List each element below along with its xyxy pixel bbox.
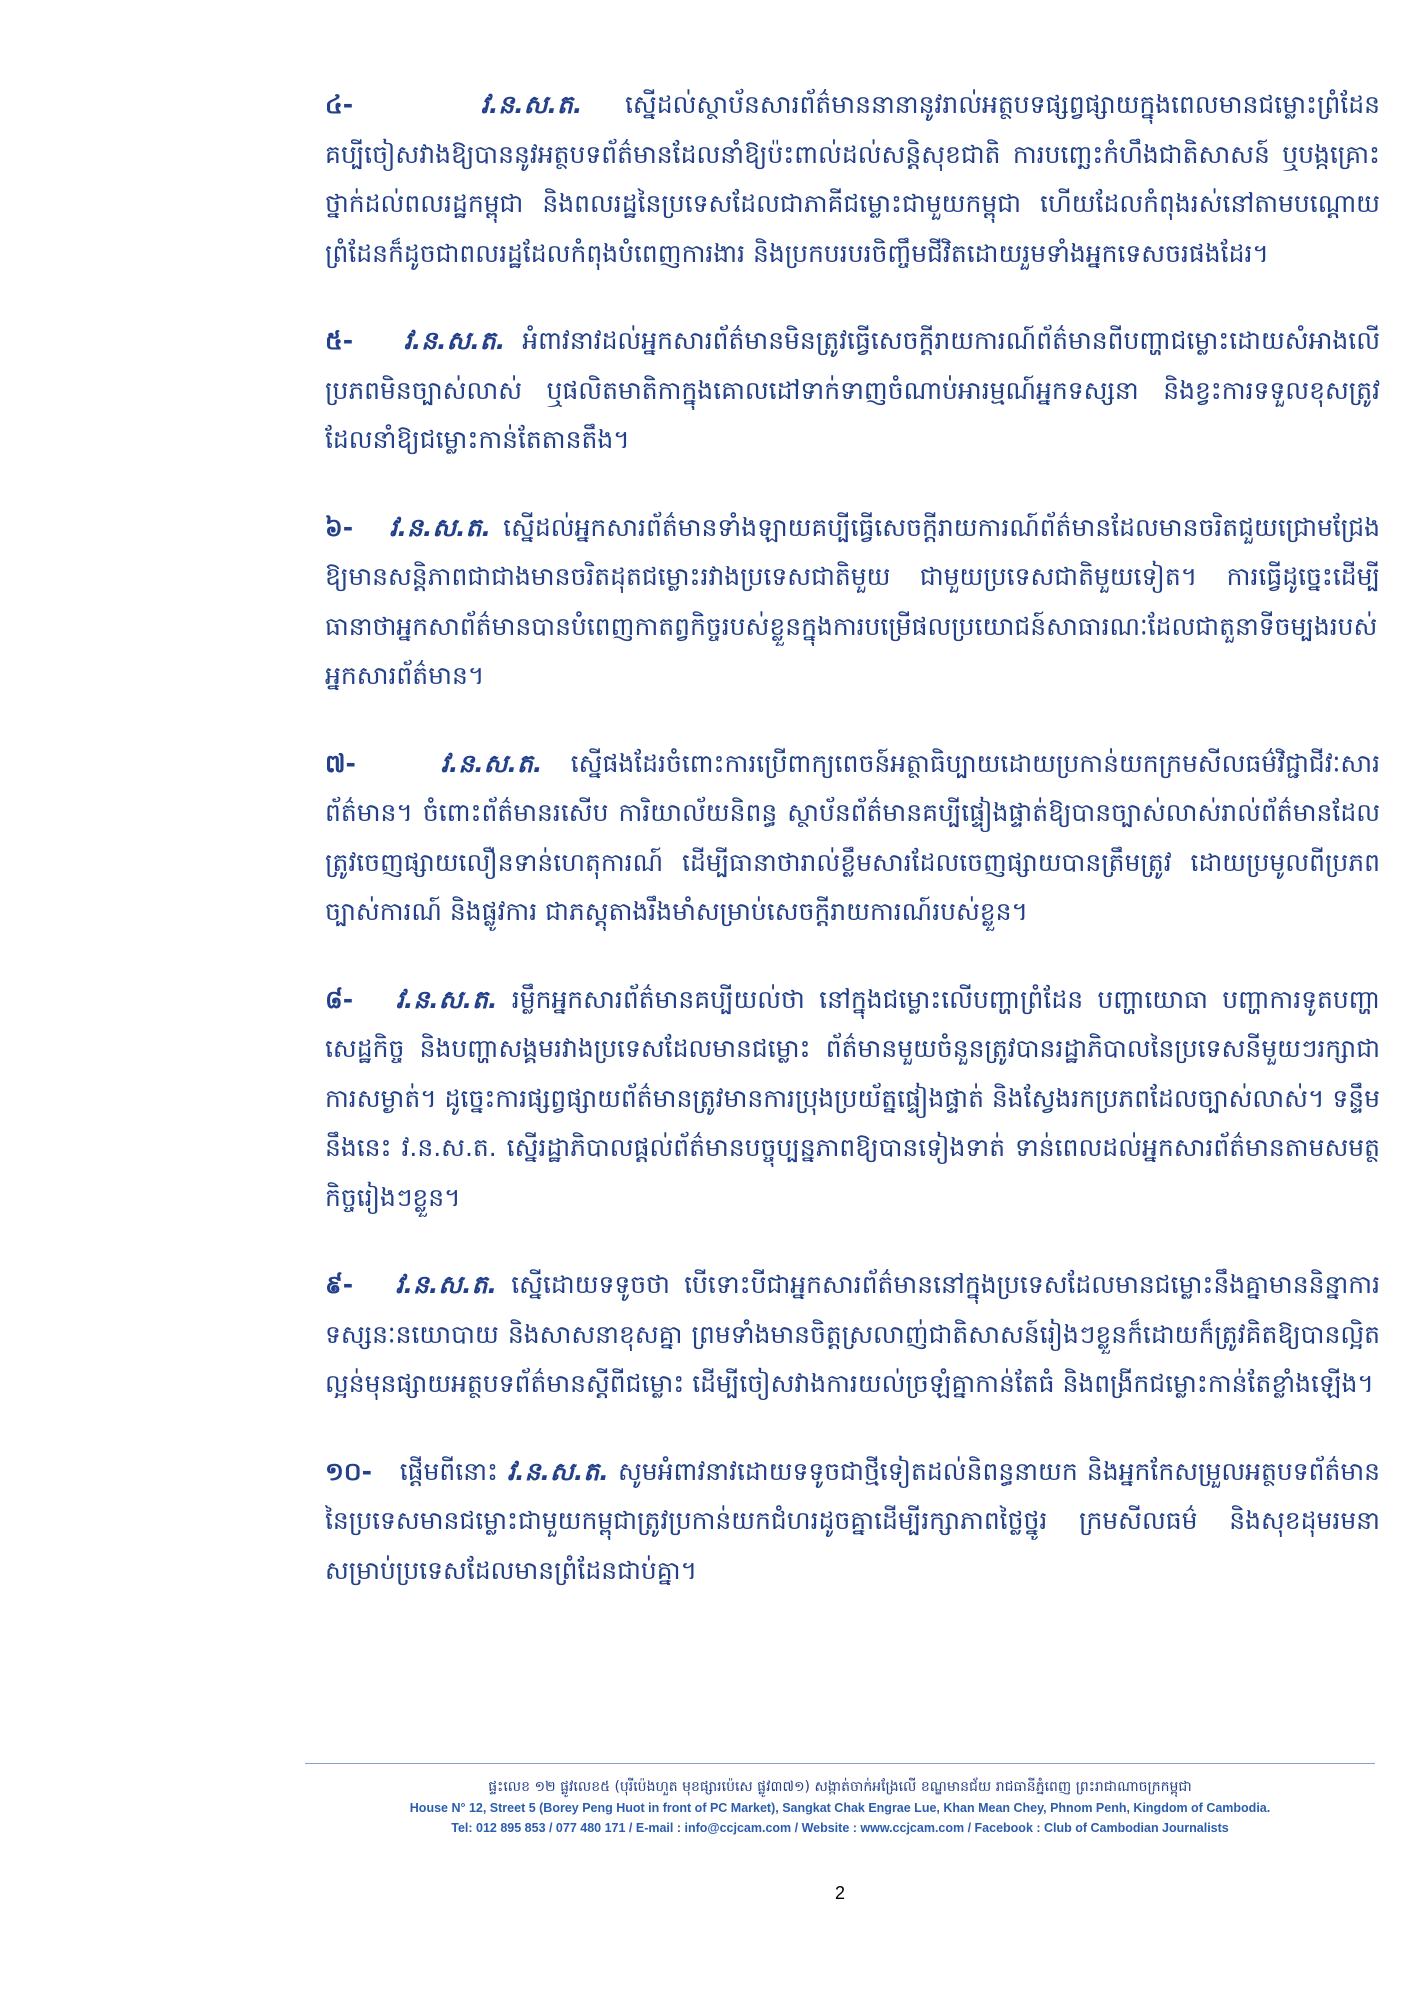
paragraph-text: ស្នើដល់អ្នកសារព័ត៌មានទាំងឡាយគប្បីធ្វើសេចក្ដីរាយការណ៍ព័ត៌មានដែលមានចរិតជួយជ្រោមជ្រែងឱ្យមានសន្តិភាពជាជាងមានចរិតដុតជម្លោះរវាងប្រទេសជាតិមួយ ជាមួយប្រទេសជាតិមួយទៀត។ ការធ្វើដូច្នេះដើម្បីធានាថាអ្នកសាព័ត៌មានបានបំពេញកាតព្វកិច្ចរបស់ខ្លួនក្នុងការបម្រើផលប្រយោជន៍សាធារណៈដែលជាតួនាទីចម្បងរបស់អ្នកសារព័ត៌មាន។ xyxy=(325,512,1380,690)
paragraph-5 xyxy=(325,316,1380,465)
paragraph-lead: ផ្ដើមពីនោះ xyxy=(399,1456,498,1486)
organization-abbrev: វ.ន.ស.ត. xyxy=(395,984,498,1014)
paragraph-number: ៧- xyxy=(325,748,356,778)
paragraph-6 xyxy=(325,503,1380,701)
page-number: 2 xyxy=(834,1883,845,1903)
paragraph-number: ៨- xyxy=(325,984,354,1014)
paragraph-number: ៩- xyxy=(325,1270,354,1299)
paragraph-text: ស្នើដោយទទូចថា បើទោះបីជាអ្នកសារព័ត៌មាននៅក្នុងប្រទេសដែលមានជម្លោះនឹងគ្នាមាននិន្នាការ ទស្សនៈនយោបាយ និងសាសនាខុសគ្នា ព្រមទាំងមានចិត្តស្រលាញ់ជាតិសាសន៍រៀងៗខ្លួនក៏ដោយក៏ត្រូវគិតឱ្យបានល្អិតល្អន់មុនផ្សាយអត្ថបទព័ត៌មានស្ដីពីជម្លោះ ដើម្បីចៀសវាងការយល់ច្រឡំគ្នាកាន់តែធំ និងពង្រីកជម្លោះកាន់តែខ្លាំងឡើង។ xyxy=(325,1270,1380,1398)
organization-abbrev: វ.ន.ស.ត. xyxy=(440,748,543,778)
footer-divider xyxy=(305,1763,1375,1764)
organization-abbrev: វ.ន.ស.ត. xyxy=(507,1456,609,1486)
organization-abbrev: វ.ន.ស.ត. xyxy=(403,326,506,355)
paragraph-text: ស្នើដល់ស្ថាប័នសារព័ត៌មាននានានូវរាល់អត្ថបទផ្សព្វផ្សាយក្នុងពេលមានជម្លោះព្រំដែន គប្បីចៀសវាងឱ្យបាននូវអត្ថបទព័ត៌មានដែលនាំឱ្យប៉ះពាល់ដល់សន្តិសុខជាតិ ការបញ្ឆេះកំហឹងជាតិសាសន៍ ឬបង្កគ្រោះថ្នាក់ដល់ពលរដ្ឋកម្ពុជា និងពលរដ្ឋនៃប្រទេសដែលជាភាគីជម្លោះជាមួយកម្ពុជា ហើយដែលកំពុងរស់នៅតាមបណ្ដោយព្រំដែនក៏ដូចជាពលរដ្ឋដែលកំពុងបំពេញការងារ និងប្រកបរបរចិញ្ចឹមជីវិតដោយរួមទាំងអ្នកទេសចរផងដែរ។ xyxy=(325,90,1380,268)
footer-address-english: House N° 12, Street 5 (Borey Peng Huot in front of PC Market), Sangkat Chak Engrae Lue, Khan Mean Chey, Phnom Penh, Kingdom of Cambodia. xyxy=(409,1801,1271,1815)
footer-contact: Tel: 012 895 853 / 077 480 171 / E-mail : info@ccjcam.com / Website : www.ccjcam.com / Facebook : Club of Cambodian Journalists xyxy=(451,1821,1229,1835)
paragraph-text: ស្នើផងដែរចំពោះការប្រើពាក្យពេចន៍អត្ថាធិប្បាយដោយប្រកាន់យកក្រមសីលធម៌វិជ្ជាជីវៈសារព័ត៌មាន។ ចំពោះព័ត៌មានរសើប ការិយាល័យនិពន្ធ ស្ថាប័នព័ត៌មានគប្បីផ្ទៀងផ្ទាត់ឱ្យបានច្បាស់លាស់រាល់ព័ត៌មានដែលត្រូវចេញផ្សាយលឿនទាន់ហេតុការណ៍ ដើម្បីធានាថារាល់ខ្លឹមសារដែលចេញផ្សាយបានត្រឹមត្រូវ ដោយប្រមូលពីប្រភពច្បាស់ការណ៍ និងផ្លូវការ ជាភស្តុតាងរឹងមាំសម្រាប់សេចក្ដីរាយការណ៍របស់ខ្លួន។ xyxy=(325,748,1380,926)
paragraph-text: សូមអំពាវនាវដោយទទូចជាថ្មីទៀតដល់និពន្ធនាយក និងអ្នកកែសម្រួលអត្ថបទព័ត៌មាននៃប្រទេសមានជម្លោះជាមួយកម្ពុជាត្រូវប្រកាន់យកជំហរដូចគ្នាដើម្បីរក្សាភាពថ្លៃថ្នូរ ក្រមសីលធម៌ និងសុខដុមរមនាសម្រាប់ប្រទេសដែលមានព្រំដែនជាប់គ្នា។ xyxy=(325,1456,1381,1585)
paragraph-8 xyxy=(325,975,1380,1223)
paragraph-number: ៦- xyxy=(325,512,354,542)
organization-abbrev: វ.ន.ស.ត. xyxy=(395,1270,498,1299)
paragraph-number: ៤- xyxy=(325,90,354,119)
paragraph-text: អំពាវនាវដល់អ្នកសារព័ត៌មានមិនត្រូវធ្វើសេចក្ដីរាយការណ៍ព័ត៌មានពីបញ្ហាជម្លោះដោយសំអាងលើប្រភពមិនច្បាស់លាស់ ឬផលិតមាតិកាក្នុងគោលដៅទាក់ទាញចំណាប់អារម្មណ៍អ្នកទស្សនា និងខ្វះការទទួលខុសត្រូវដែលនាំឱ្យជម្លោះកាន់តែតានតឹង។ xyxy=(325,326,1381,454)
paragraph-7 xyxy=(325,739,1380,937)
paragraph-4 xyxy=(325,80,1380,278)
paragraph-10 xyxy=(325,1447,1380,1596)
paragraph-9 xyxy=(325,1260,1380,1409)
paragraph-text: រម្លឹកអ្នកសារព័ត៌មានគប្បីយល់ថា នៅក្នុងជម្លោះលើបញ្ហាព្រំដែន បញ្ហាយោធា បញ្ហាការទូតបញ្ហាសេដ្ឋកិច្ច និងបញ្ហាសង្គមរវាងប្រទេសដែលមានជម្លោះ ព័ត៌មានមួយចំនួនត្រូវបានរដ្ឋាភិបាលនៃប្រទេសនីមួយៗរក្សាជាការសម្ងាត់។ ដូច្នេះការផ្សព្វផ្សាយព័ត៌មានត្រូវមានការប្រុងប្រយ័ត្នផ្ទៀងផ្ទាត់ និងស្វែងរកប្រភពដែលច្បាស់លាស់។ ទន្ទឹមនឹងនេះ វ.ន.ស.ត. ស្នើរដ្ឋាភិបាលផ្ដល់ព័ត៌មានបច្ចុប្បន្នភាពឱ្យបានទៀងទាត់ ទាន់ពេលដល់អ្នកសារព័ត៌មានតាមសមត្ថកិច្ចរៀងៗខ្លួន។ xyxy=(325,984,1380,1212)
paragraph-number: ៥- xyxy=(325,326,354,355)
paragraph-number: ១០- xyxy=(325,1456,372,1486)
footer xyxy=(305,1776,1375,1838)
document-body xyxy=(325,80,1380,1633)
organization-abbrev: វ.ន.ស.ត. xyxy=(389,512,491,542)
footer-address-khmer: ផ្ទះលេខ ១២ ផ្លូវលេខ៥ (បុរីប៉េងហួត មុខផ្សារប៉េសេ ផ្លូវ៣៧១) សង្កាត់ចាក់អង្រែលើ ខណ្ឌមានជ័យ រាជធានីភ្នំពេញ ព្រះរាជាណាចក្រកម្ពុជា xyxy=(488,1779,1192,1795)
organization-abbrev: វ.ន.ស.ត. xyxy=(480,90,583,119)
